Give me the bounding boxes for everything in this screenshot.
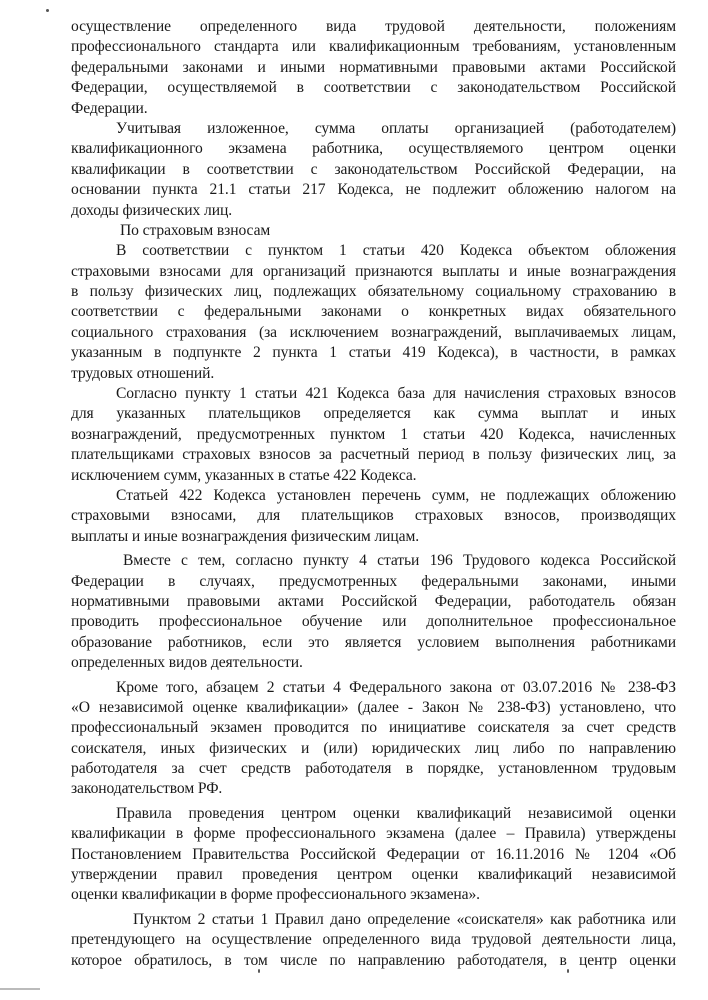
scan-speck [258,969,260,973]
text-line: «О независимой оценке квалификации» (далее - Закон № 238-ФЗ) установлено, что [71,698,676,716]
text-line: Кроме того, абзацем 2 статьи 4 Федерального закона от 03.07.2016 № 238-ФЗ [116,678,676,696]
text-line: оценки квалификации в форме профессионального экзамена». [71,886,480,904]
text-line: определенных видов деятельности. [71,654,303,672]
text-line: федеральными законами и иными нормативными правовыми актами Российской [71,58,676,76]
text-line: в пользу физических лиц, подлежащих обязательному социальному страхованию в [71,283,676,301]
text-line: трудовых отношений. [71,364,215,382]
text-line: Пунктом 2 статьи 1 Правил дано определение «соискателя» как работника или [133,910,676,928]
text-line: Учитывая изложенное, сумма оплаты организацией (работодателем) [116,119,676,137]
text-line: профессиональный экзамен проводится по инициативе соискателя за счет средств [71,719,676,737]
section-heading: По страховым взносам [120,221,271,239]
scan-speck [46,9,49,12]
text-line: Федерации в случаях, предусмотренных федеральными законами, иными [71,572,676,590]
text-line: основании пункта 21.1 статьи 217 Кодекса, не подлежит обложению налогом на [71,181,676,199]
text-line: которое обратилось, в том числе по направлению работодателя, в центр оценки [71,951,676,969]
text-line: Правила проведения центром оценки квалификаций независимой оценки [116,804,676,822]
text-line: Статьей 422 Кодекса установлен перечень сумм, не подлежащих обложению [116,486,676,504]
text-line: вознаграждений, предусмотренных пунктом 1 статьи 420 Кодекса, начисленных [71,425,676,443]
text-line: Согласно пункту 1 статьи 421 Кодекса база для начисления страховых взносов [116,385,676,403]
text-line: для указанных плательщиков определяется как сумма выплат и иных [71,405,676,423]
text-line: доходы физических лиц. [71,201,233,219]
text-line: выплаты и иные вознаграждения физическим лицам. [71,527,420,545]
text-line: проводить профессиональное обучение или дополнительное профессиональное [71,613,676,631]
text-line: соискателя, иных физических и (или) юридических лиц либо по направлению [71,739,676,757]
text-line: претендующего на осуществление определенного вида трудовой деятельности лица, [71,931,676,949]
scan-edge-mark [0,988,40,990]
text-line: профессионального стандарта или квалификационным требованиям, установленным [71,38,676,56]
text-line: работодателя за счет средств работодателя в порядке, установленном трудовым [71,760,676,778]
text-line: Федерации, осуществляемой в соответствии с законодательством Российской [71,79,676,97]
text-line: исключением сумм, указанных в статье 422 Кодекса. [71,466,417,484]
text-line: страховыми взносами для организаций признаются выплаты и иные вознаграждения [71,262,676,280]
text-line: соответствии с федеральными законами о конкретных видах обязательного [71,303,676,321]
text-line: В соответствии с пунктом 1 статьи 420 Кодекса объектом обложения [116,242,676,260]
text-line: социального страхования (за исключением вознаграждений, выплачиваемых лицам, [71,323,676,341]
text-line: указанным в подпункте 2 пункта 1 статьи 419 Кодекса), в частности, в рамках [71,344,676,362]
text-line: квалификационного экзамена работника, осуществляемого центром оценки [71,140,676,158]
text-line: Постановлением Правительства Российской Федерации от 16.11.2016 № 1204 «Об [71,845,676,863]
text-line: Вместе с тем, согласно пункту 4 статьи 196 Трудового кодекса Российской [123,552,676,570]
text-line: страховыми взносами, для плательщиков страховых взносов, производящих [71,507,676,525]
text-line: осуществление определенного вида трудовой деятельности, положениям [71,18,676,35]
text-line: нормативными правовыми актами Российской Федерации, работодатель обязан [71,592,676,610]
text-line: образование работников, если это является условием выполнения работниками [71,633,676,651]
text-line: квалификации в соответствии с законодательством Российской Федерации, на [71,160,676,178]
text-line: квалификации в форме профессионального экзамена (далее – Правила) утверждены [71,825,676,843]
text-line: утверждении правил проведения центром оценки квалификаций независимой [71,866,676,884]
document-body [71,17,676,971]
text-line: плательщиками страховых взносов за расчетный период в пользу физических лиц, за [71,446,676,464]
scan-speck [567,969,569,973]
text-line: Федерации. [71,99,148,117]
text-line: законодательством РФ. [71,780,223,798]
